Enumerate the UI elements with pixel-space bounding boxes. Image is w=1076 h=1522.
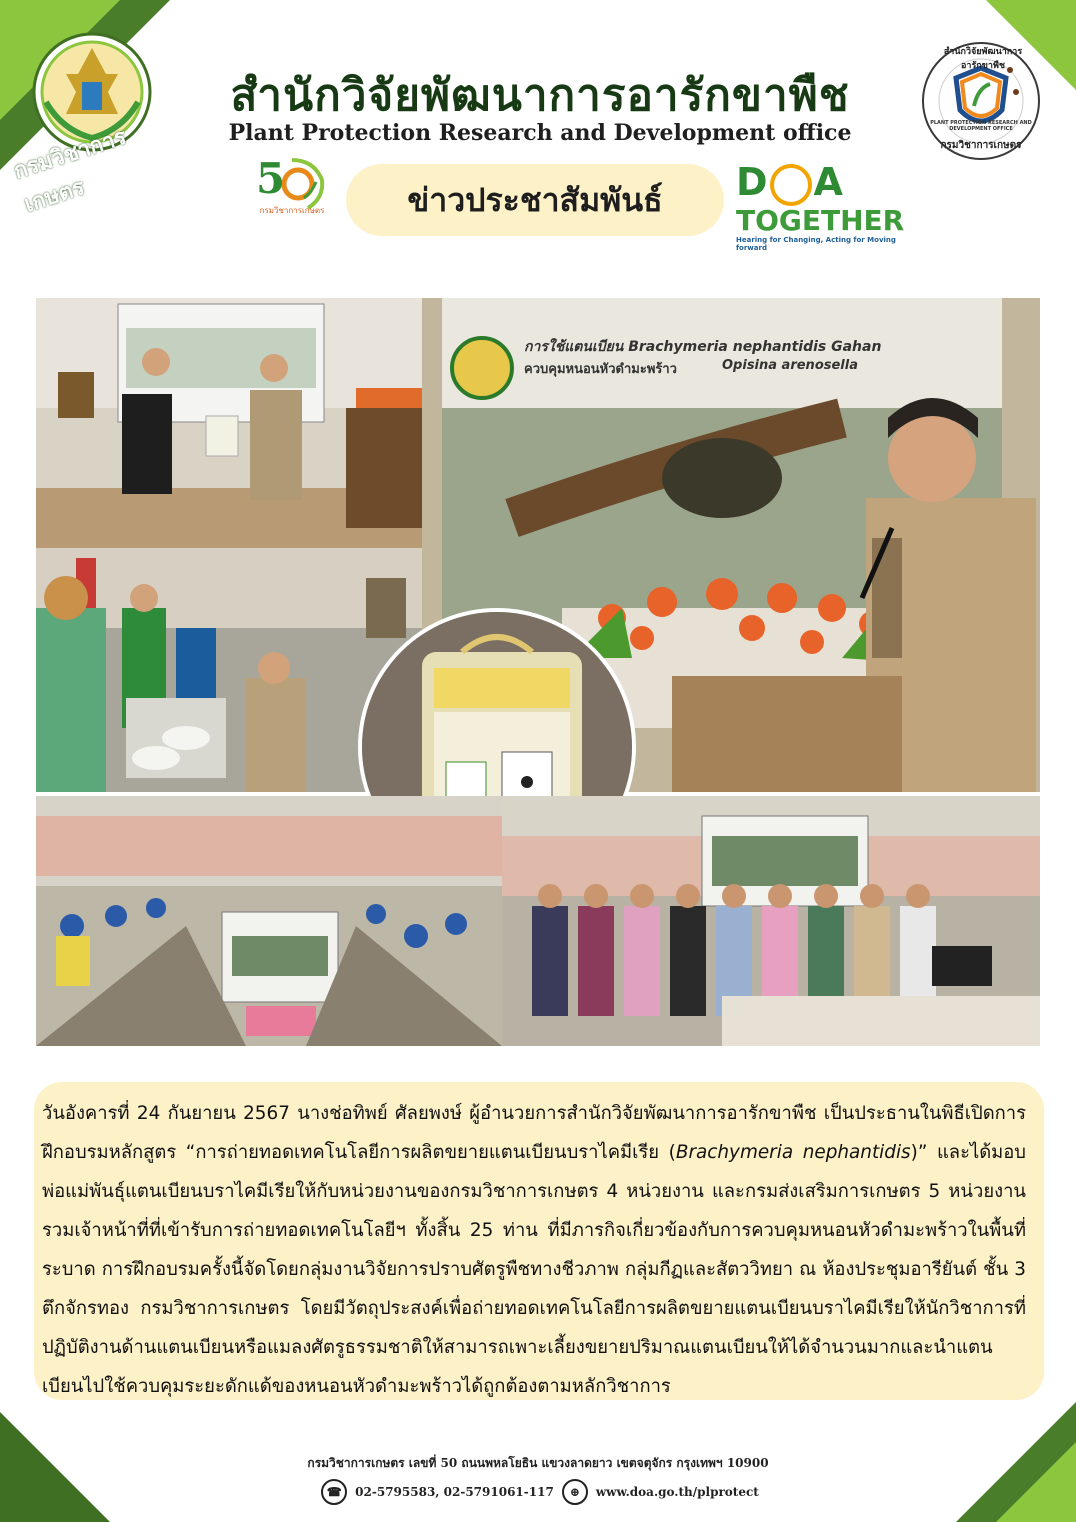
right-logo-side-text: PLANT PROTECTION RESEARCH AND DEVELOPMENT OFFICE — [930, 120, 1032, 132]
doa-together-logo — [736, 160, 926, 250]
globe-icon: ⊕ — [562, 1479, 588, 1505]
right-logo-bottom-text: กรมวิชาการเกษตร — [940, 140, 1022, 151]
doa-emblem-logo — [10, 30, 162, 218]
photo-handover-ceremony — [36, 298, 422, 548]
slide-subtitle-text: ควบคุมหนอนหัวดำมะพร้าว — [524, 362, 677, 377]
corner-decoration-bottom-left — [0, 1412, 110, 1522]
news-body-paragraph — [34, 1082, 1044, 1406]
right-logo-top-text: สำนักวิจัยพัฒนาการอารักขาพืช — [943, 47, 1023, 71]
news-body-species: Brachymeria nephantidis — [675, 1142, 911, 1163]
slide-title-text: การใช้แตนเบียน Brachymeria nephantidis Gahan — [524, 339, 882, 355]
anniversary-label: กรมวิชาการเกษตร — [259, 206, 325, 215]
corner-decoration-bottom-right-light — [996, 1442, 1076, 1522]
page-title-english: Plant Protection Research and Development office — [228, 120, 852, 146]
news-body-part1: วันอังคารที่ 24 กันยายน 2567 นางช่อทิพย์ ศัลยพงษ์ ผู้อำนวยการสำนักวิจัยพัฒนาการอารักขาพืช เป็นประธานในพิธีเปิดการฝึกอบรมหลักสูตร “การถ่ายทอดเทคโนโลยีการผลิตขยายแตนเบียนบราไคมีเรีย ( — [42, 1103, 1026, 1163]
slide-species-text: Opisina arenosella — [722, 358, 858, 373]
news-label-pill: ข่าวประชาสัมพันธ์ — [346, 164, 724, 236]
anniversary-number: 5 — [256, 154, 286, 203]
doa-together-word: TOGETHER — [736, 203, 905, 237]
page-title-thai: สำนักวิจัยพัฒนาการอารักขาพืช — [230, 70, 850, 121]
footer-address: กรมวิชาการเกษตร เลขที่ 50 ถนนพหลโยธิน แขวงลาดยาว เขตจตุจักร กรุงเทพฯ 10900 — [307, 1456, 769, 1470]
footer-phone: 02-5795583, 02-5791061-117 — [355, 1485, 554, 1499]
photo-classroom-session — [36, 796, 502, 1046]
ppr-office-logo — [920, 40, 1042, 162]
doa-letter-d: D — [736, 160, 768, 204]
anniversary-50-logo — [252, 152, 332, 218]
doa-emblem-icon — [770, 164, 812, 206]
news-body-part2: )” และได้มอบพ่อแม่พันธุ์แตนเบียนบราไคมีเรียให้กับหน่วยงานของกรมวิชาการเกษตร 4 หน่วยงาน และกรมส่งเสริมการเกษตร 5 หน่วยงาน รวมเจ้าหน้าที่ที่เข้ารับการถ่ายทอดเทคโนโลยีฯ ทั้งสิ้น 25 ท่าน ที่มีภารกิจเกี่ยวข้องกับการควบคุมหนอนหัวดำมะพร้าวในพื้นที่ระบาด การฝึกอบรมครั้งนี้จัดโดยกลุ่มงานวิจัยการปราบศัตรูพืชทางชีวภาพ กลุ่มกีฏและสัตววิทยา ณ ห้องประชุมอารียันต์ ชั้น 3 ตึกจักรทอง กรมวิชาการเกษตร โดยมีวัตถุประสงค์เพื่อถ่ายทอดเทคโนโลยีการผลิตขยายแตนเบียนบราไคมีเรียให้นักวิชาการที่ปฏิบัติงานด้านแตนเบียนหรือแมลงศัตรูธรรมชาติให้สามารถเพาะเลี้ยงขยายปริมาณแตนเบียนให้ได้จำนวนมากและนำแตนเบียนไปใช้ควบคุมระยะดักแด้ของหนอนหัวดำมะพร้าวได้ถูกต้องตามหลักวิชาการ — [42, 1142, 1026, 1397]
footer-website[interactable]: www.doa.go.th/plprotect — [595, 1485, 759, 1499]
doa-tagline: Hearing for Changing, Acting for Moving forward — [736, 235, 896, 252]
photo-group-participants — [502, 796, 1040, 1046]
doa-letter-a: A — [813, 160, 843, 204]
logo-department-text: กรมวิชาการเกษตร — [10, 124, 130, 218]
footer-contact-row — [300, 1478, 780, 1506]
phone-icon: ☎ — [321, 1479, 347, 1505]
news-body-textbox — [34, 1082, 1044, 1400]
